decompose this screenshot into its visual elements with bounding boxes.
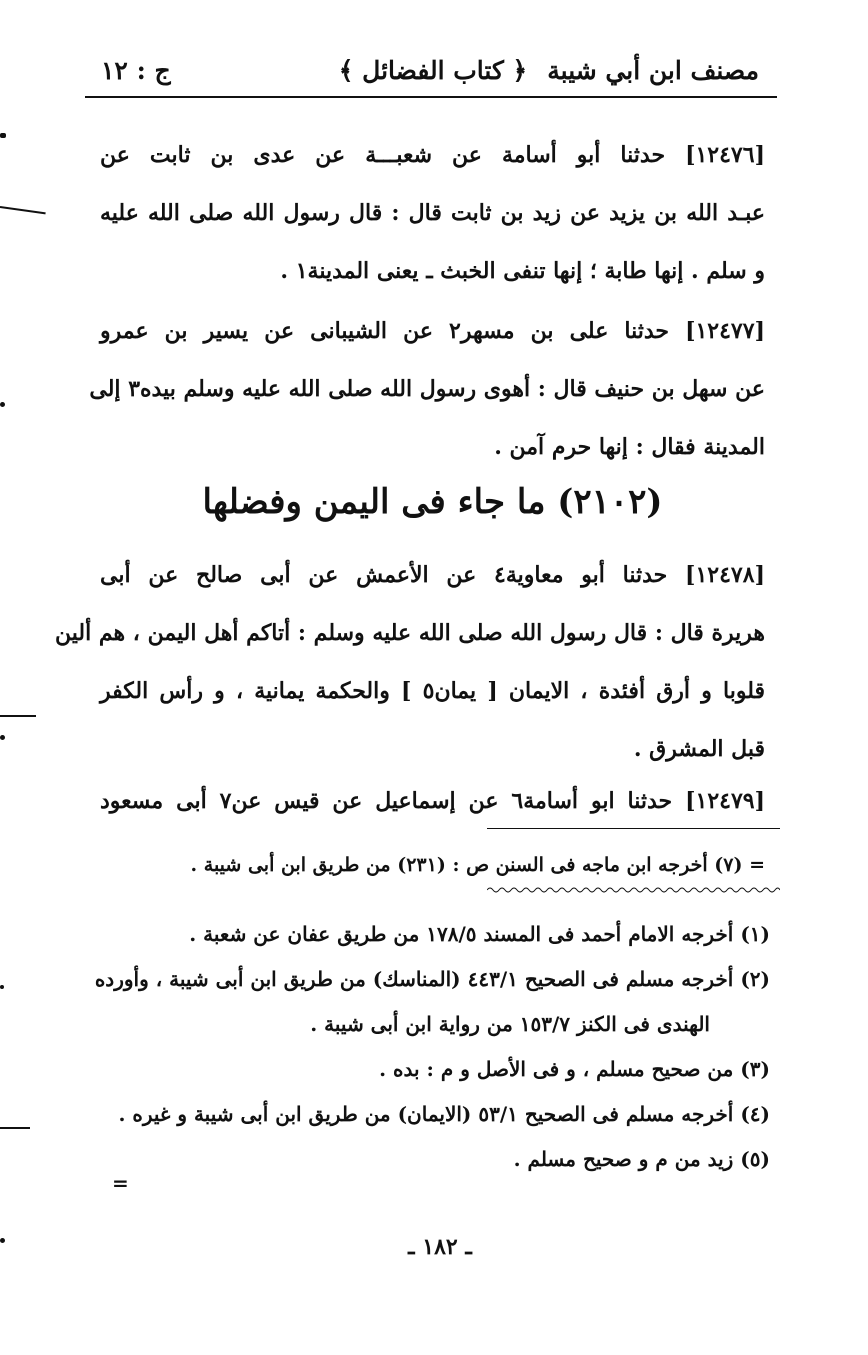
text-line: المدينة فقال : إنها حرم آمن . (494, 434, 765, 460)
book-title: مصنف ابن أبي شيبة (547, 56, 759, 85)
margin-speck (0, 1127, 30, 1129)
volume-number: ج : ١٢ (101, 56, 171, 85)
margin-speck (0, 715, 36, 717)
text-line: هريرة قال : قال رسول الله صلى الله عليه وسلم : أتاكم أهل اليمن ، هم ألين (55, 620, 765, 646)
margin-speck (0, 985, 4, 989)
text-line: قلوبا و أرق أفئدة ، الايمان [ يمان٥ ] والحكمة يمانية ، و رأس الكفر (100, 678, 766, 704)
margin-speck (0, 206, 46, 214)
footnote-separator (487, 828, 780, 829)
section-title: ﴿ كتاب الفضائل ﴾ (338, 56, 528, 85)
text-line: قبل المشرق . (633, 736, 765, 762)
page-number: ـ ١٨٢ ـ (408, 1234, 472, 1260)
text-line: [١٢٤٧٨] حدثنا أبو معاوية٤ عن الأعمش عن أبى صالح عن أبى (100, 562, 765, 588)
footnote-3: (٣) من صحيح مسلم ، و فى الأصل و م : بده . (379, 1057, 770, 1081)
text-line: [١٢٤٧٧] حدثنا على بن مسهر٢ عن الشيبانى عن يسير بن عمرو (100, 318, 765, 344)
footnote-2: (٢) أخرجه مسلم فى الصحيح ٤٤٣/١ (المناسك) من طريق ابن أبى شيبة ، وأورده (94, 967, 770, 991)
text-line: [١٢٤٧٦] حدثنا أبو أسامة عن شعبـــة عن عدى بن ثابت عن (100, 142, 765, 168)
margin-speck (0, 133, 6, 138)
margin-speck (0, 735, 5, 740)
footnotes (94, 912, 770, 1182)
margin-speck (0, 1238, 5, 1243)
text-line: عبـد الله بن يزيد عن زيد بن ثابت قال : قال رسول الله صلى الله عليه (100, 200, 765, 226)
footnote-4: (٤) أخرجه مسلم فى الصحيح ٥٣/١ (الايمان) من طريق ابن أبى شيبة و غيره . (118, 1102, 770, 1126)
hadith-entry-12477 (89, 302, 765, 476)
running-header (85, 40, 777, 98)
footnote-5: (٥) زيد من م و صحيح مسلم . (513, 1147, 770, 1171)
wavy-divider (487, 886, 780, 894)
text-line: عن سهل بن حنيف قال : أهوى رسول الله صلى الله عليه وسلم بيده٣ إلى (89, 376, 765, 402)
footnote-1: (١) أخرجه الامام أحمد فى المسند ١٧٨/٥ من طريق عفان عن شعبة . (189, 922, 770, 946)
continuation-marker: = (749, 854, 765, 876)
footnote-continuation (150, 845, 765, 885)
text-line: [١٢٤٧٩] حدثنا ابو أسامة٦ عن إسماعيل عن قيس عن٧ أبى مسعود (100, 788, 766, 814)
footnote-continuation-text: (٧) أخرجه ابن ماجه فى السنن ص : (٢٣١) من طريق ابن أبى شيبة . (190, 854, 743, 876)
footnote-2-continued: الهندى فى الكنز ١٥٣/٧ من رواية ابن أبى شيبة . (310, 1012, 710, 1036)
chapter-title: (٢١٠٢) ما جاء فى اليمن وفضلها (202, 482, 663, 522)
margin-speck (0, 402, 5, 407)
text-line: و سلم . إنها طابة ؛ إنها تنفى الخبث ـ يعنى المدينة١ . (280, 258, 765, 284)
hadith-entry-12478 (55, 546, 766, 778)
hadith-entry-12476 (100, 126, 765, 300)
footnote-trail-marker: = (112, 1171, 129, 1195)
hadith-entry-12479 (100, 772, 765, 830)
